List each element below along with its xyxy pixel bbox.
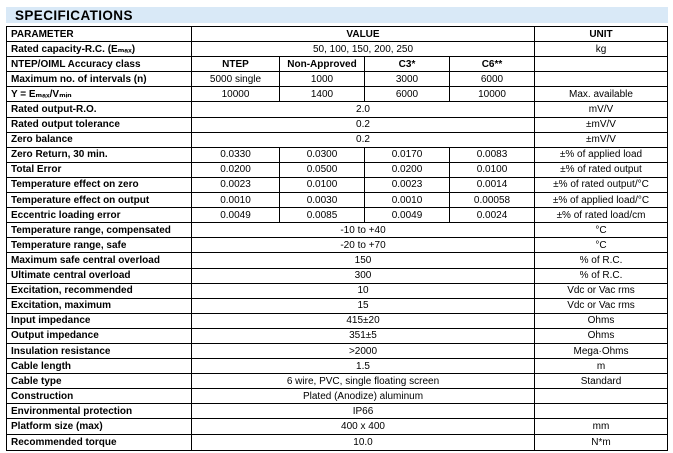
unit-cell: °C xyxy=(535,238,667,253)
param-cell: Cable length xyxy=(7,359,192,374)
value-cell: 10000 xyxy=(192,87,280,102)
value-cell: 0.0100 xyxy=(450,163,535,178)
value-cell: 0.0024 xyxy=(450,208,535,223)
value-cell: 0.0100 xyxy=(280,178,365,193)
param-cell: Input impedance xyxy=(7,314,192,329)
value-cell: 415±20 xyxy=(192,314,535,329)
value-cell: 10000 xyxy=(450,87,535,102)
value-cell: 0.0010 xyxy=(192,193,280,208)
value-cell: 2.0 xyxy=(192,102,535,117)
param-cell: Eccentric loading error xyxy=(7,208,192,223)
unit-cell: °C xyxy=(535,223,667,238)
param-cell: Environmental protection xyxy=(7,404,192,419)
value-cell: 0.0330 xyxy=(192,148,280,163)
page-title: SPECIFICATIONS xyxy=(15,7,133,23)
param-cell: Maximum safe central overload xyxy=(7,253,192,268)
param-cell: Ultimate central overload xyxy=(7,269,192,284)
unit-cell: Ohms xyxy=(535,329,667,344)
value-cell: 0.0049 xyxy=(365,208,450,223)
unit-cell: ±% of rated output xyxy=(535,163,667,178)
param-cell: Temperature range, safe xyxy=(7,238,192,253)
unit-cell: Ohms xyxy=(535,314,667,329)
value-cell: 6000 xyxy=(450,72,535,87)
value-cell: NTEP xyxy=(192,57,280,72)
unit-cell: ±% of rated output/°C xyxy=(535,178,667,193)
param-cell: Excitation, recommended xyxy=(7,284,192,299)
value-cell: 6 wire, PVC, single floating screen xyxy=(192,374,535,389)
unit-cell: ±mV/V xyxy=(535,133,667,148)
value-cell: 351±5 xyxy=(192,329,535,344)
param-cell: Temperature effect on output xyxy=(7,193,192,208)
value-cell: Non-Approved xyxy=(280,57,365,72)
param-cell: Zero Return, 30 min. xyxy=(7,148,192,163)
unit-cell xyxy=(535,72,667,87)
unit-cell: Vdc or Vac rms xyxy=(535,284,667,299)
value-cell: 0.0500 xyxy=(280,163,365,178)
value-cell: 1000 xyxy=(280,72,365,87)
unit-cell xyxy=(535,404,667,419)
value-cell: 1.5 xyxy=(192,359,535,374)
value-cell: >2000 xyxy=(192,344,535,359)
value-cell: 0.0049 xyxy=(192,208,280,223)
unit-cell: ±mV/V xyxy=(535,118,667,133)
value-cell: 15 xyxy=(192,299,535,314)
spec-table xyxy=(6,26,668,451)
value-cell: 0.0023 xyxy=(192,178,280,193)
value-cell: 0.2 xyxy=(192,133,535,148)
value-cell: 1400 xyxy=(280,87,365,102)
column-header-value: VALUE xyxy=(192,27,535,42)
unit-cell: kg xyxy=(535,42,667,57)
param-cell: Insulation resistance xyxy=(7,344,192,359)
unit-cell: % of R.C. xyxy=(535,253,667,268)
param-cell: Temperature effect on zero xyxy=(7,178,192,193)
param-cell: Cable type xyxy=(7,374,192,389)
param-cell: Rated output-R.O. xyxy=(7,102,192,117)
param-cell: Construction xyxy=(7,389,192,404)
value-cell: 0.00058 xyxy=(450,193,535,208)
value-cell: 0.0085 xyxy=(280,208,365,223)
value-cell: 10.0 xyxy=(192,435,535,450)
param-cell: Total Error xyxy=(7,163,192,178)
value-cell: 400 x 400 xyxy=(192,419,535,434)
value-cell: 3000 xyxy=(365,72,450,87)
param-cell: Rated capacity-R.C. (Eₘₐₓ) xyxy=(7,42,192,57)
param-cell: Output impedance xyxy=(7,329,192,344)
value-cell: 150 xyxy=(192,253,535,268)
title-band xyxy=(6,7,668,23)
value-cell: Plated (Anodize) aluminum xyxy=(192,389,535,404)
param-cell: Maximum no. of intervals (n) xyxy=(7,72,192,87)
param-cell: Temperature range, compensated xyxy=(7,223,192,238)
param-cell: Rated output tolerance xyxy=(7,118,192,133)
unit-cell: Standard xyxy=(535,374,667,389)
param-cell: NTEP/OIML Accuracy class xyxy=(7,57,192,72)
unit-cell: Mega·Ohms xyxy=(535,344,667,359)
value-cell: -10 to +40 xyxy=(192,223,535,238)
unit-cell: Max. available xyxy=(535,87,667,102)
value-cell: 0.0023 xyxy=(365,178,450,193)
unit-cell: % of R.C. xyxy=(535,269,667,284)
value-cell: 0.0010 xyxy=(365,193,450,208)
unit-cell: ±% of applied load xyxy=(535,148,667,163)
value-cell: C6** xyxy=(450,57,535,72)
unit-cell xyxy=(535,389,667,404)
value-cell: 0.0014 xyxy=(450,178,535,193)
column-header-unit: UNIT xyxy=(535,27,667,42)
unit-cell: mm xyxy=(535,419,667,434)
value-cell: -20 to +70 xyxy=(192,238,535,253)
value-cell: 0.0030 xyxy=(280,193,365,208)
value-cell: 50, 100, 150, 200, 250 xyxy=(192,42,535,57)
param-cell: Recommended torque xyxy=(7,435,192,450)
value-cell: IP66 xyxy=(192,404,535,419)
param-cell: Zero balance xyxy=(7,133,192,148)
unit-cell: N*m xyxy=(591,436,611,448)
value-cell: 0.0300 xyxy=(280,148,365,163)
column-header-parameter: PARAMETER xyxy=(7,27,192,42)
value-cell: 0.0170 xyxy=(365,148,450,163)
value-cell: 0.0083 xyxy=(450,148,535,163)
value-cell: 6000 xyxy=(365,87,450,102)
unit-cell: mV/V xyxy=(535,102,667,117)
value-cell: 0.2 xyxy=(192,118,535,133)
value-cell: C3* xyxy=(365,57,450,72)
param-cell: Platform size (max) xyxy=(7,419,192,434)
value-cell: 300 xyxy=(192,269,535,284)
unit-cell: Vdc or Vac rms xyxy=(535,299,667,314)
unit-cell: ±% of rated load/cm xyxy=(535,208,667,223)
value-cell: 0.0200 xyxy=(192,163,280,178)
param-cell: Excitation, maximum xyxy=(7,299,192,314)
unit-cell: m xyxy=(535,359,667,374)
param-cell: Y = Eₘₐₓ/Vₘᵢₙ xyxy=(7,87,192,102)
value-cell: 5000 single xyxy=(192,72,280,87)
value-cell: 10 xyxy=(192,284,535,299)
unit-cell: ±% of applied load/°C xyxy=(535,193,667,208)
value-cell: 0.0200 xyxy=(365,163,450,178)
unit-cell xyxy=(535,57,667,72)
